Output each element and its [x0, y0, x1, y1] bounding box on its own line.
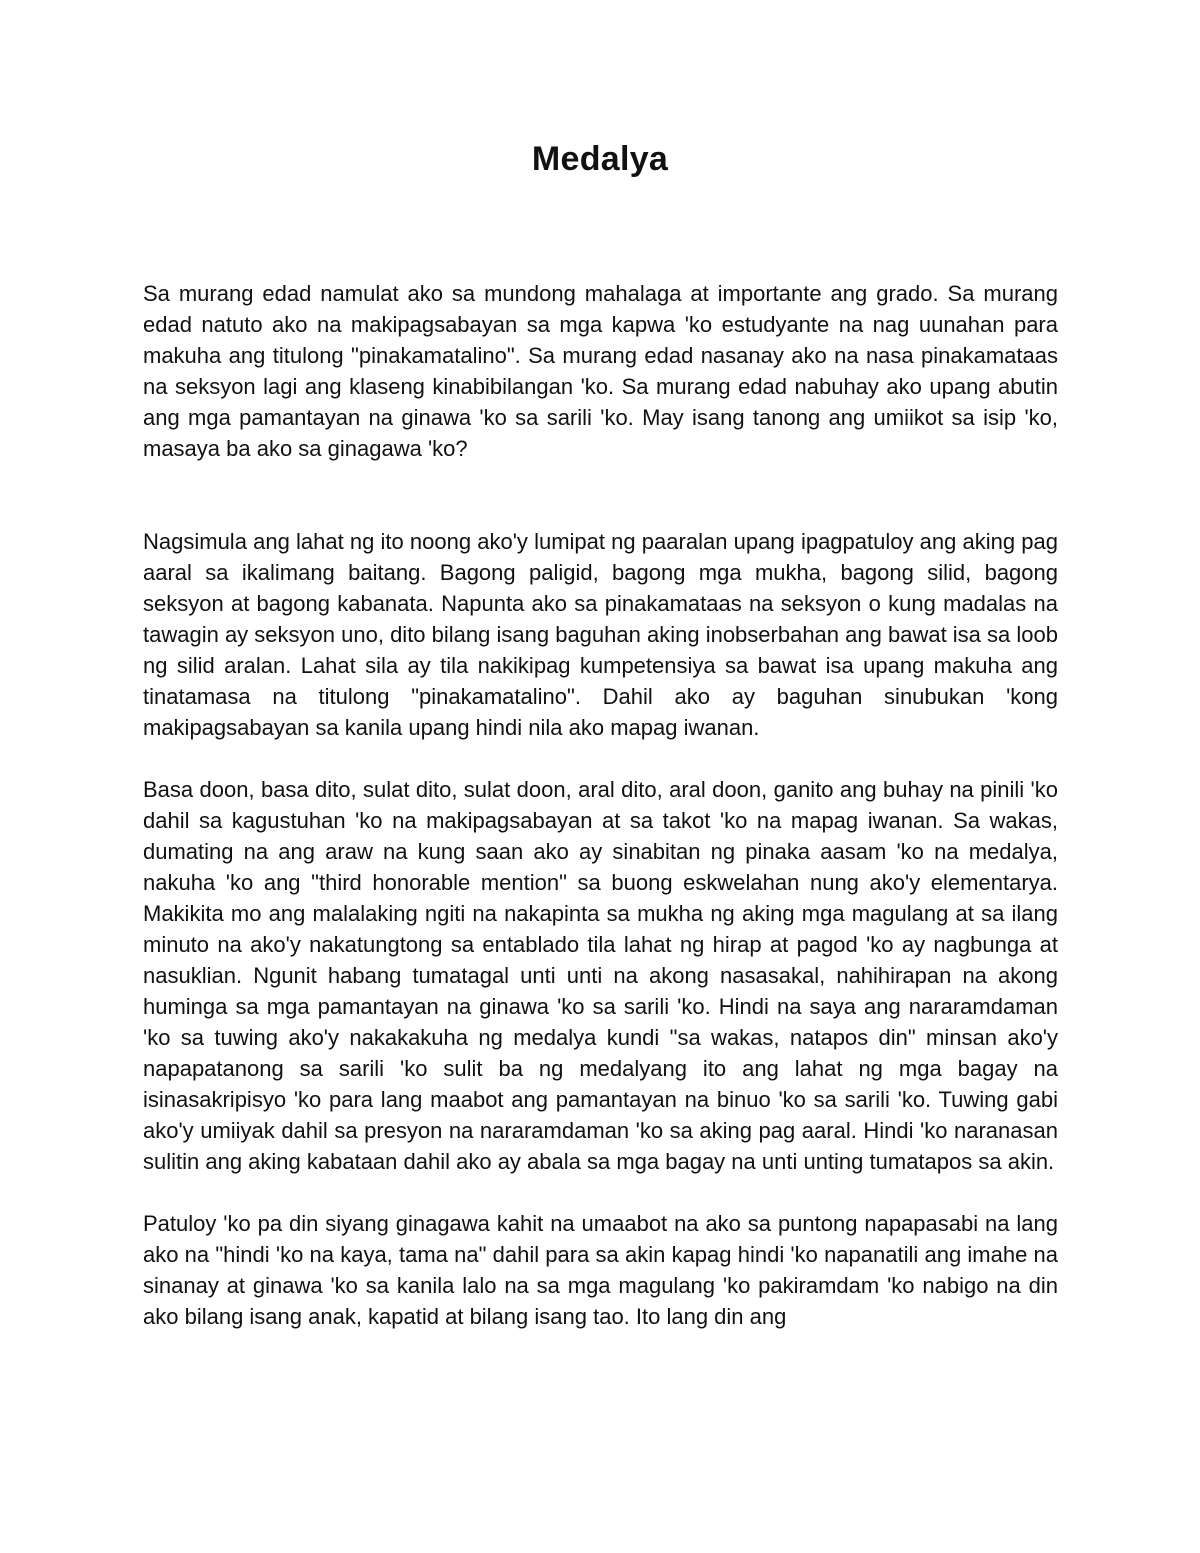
paragraph-3: Basa doon, basa dito, sulat dito, sulat doon, aral dito, aral doon, ganito ang buhay na pinili 'ko dahil sa kagustuhan 'ko na makipagsabayan at sa takot 'ko na mapag iwanan. Sa wakas, dumating na ang araw na kung saan ako ay sinabitan ng pinaka aasam 'ko na medalya, nakuha 'ko ang "third honorable mention" sa buong eskwelahan nung ako'y elementarya. Makikita mo ang malalaking ngiti na nakapinta sa mukha ng aking mga magulang at sa ilang minuto na ako'y nakatungtong sa entablado tila lahat ng hirap at pagod 'ko ay nagbunga at nasuklian. Ngunit habang tumatagal unti unti na akong nasasakal, nahihirapan na akong huminga sa mga pamantayan na ginawa 'ko sa sarili 'ko. Hindi na saya ang nararamdaman 'ko sa tuwing ako'y nakakakuha ng medalya kundi "sa wakas, natapos din" minsan ako'y napapatanong sa sarili 'ko sulit ba ng medalyang ito ang lahat ng mga bagay na isinasakripisyo 'ko para lang maabot ang pamantayan na binuo 'ko sa sarili 'ko. Tuwing gabi ako'y umiiyak dahil sa presyon na nararamdaman 'ko sa aking pag aaral. Hindi 'ko naranasan sulitin ang aking kabataan dahil ako ay abala sa mga bagay na unti unting tumatapos sa akin. [143, 777, 1058, 1174]
document-body [143, 278, 1058, 1332]
paragraph-2: Nagsimula ang lahat ng ito noong ako'y lumipat ng paaralan upang ipagpatuloy ang aking pag aaral sa ikalimang baitang. Bagong paligid, bagong mga mukha, bagong silid, bagong seksyon at bagong kabanata. Napunta ako sa pinakamataas na seksyon o kung madalas na tawagin ay seksyon uno, dito bilang isang baguhan aking inobserbahan ang bawat isa sa loob ng silid aralan. Lahat sila ay tila nakikipag kumpetensiya sa bawat isa upang makuha ang tinatamasa na titulong "pinakamatalino". Dahil ako ay baguhan sinubukan 'kong makipagsabayan sa kanila upang hindi nila ako mapag iwanan. [143, 529, 1058, 740]
paragraph-4: Patuloy 'ko pa din siyang ginagawa kahit na umaabot na ako sa puntong napapasabi na lang ako na "hindi 'ko na kaya, tama na" dahil para sa akin kapag hindi 'ko napanatili ang imahe na sinanay at ginawa 'ko sa kanila lalo na sa mga magulang 'ko pakiramdam 'ko nabigo na din ako bilang isang anak, kapatid at bilang isang tao. Ito lang din ang [143, 1211, 1058, 1329]
paragraph-1: Sa murang edad namulat ako sa mundong mahalaga at importante ang grado. Sa murang edad natuto ako na makipagsabayan sa mga kapwa 'ko estudyante na nag uunahan para makuha ang titulong "pinakamatalino". Sa murang edad nasanay ako na nasa pinakamataas na seksyon lagi ang klaseng kinabibilangan 'ko. Sa murang edad nabuhay ako upang abutin ang mga pamantayan na ginawa 'ko sa sarili 'ko. May isang tanong ang umiikot sa isip 'ko, masaya ba ako sa ginagawa 'ko? [143, 281, 1058, 461]
document-title: Medalya [531, 140, 669, 178]
